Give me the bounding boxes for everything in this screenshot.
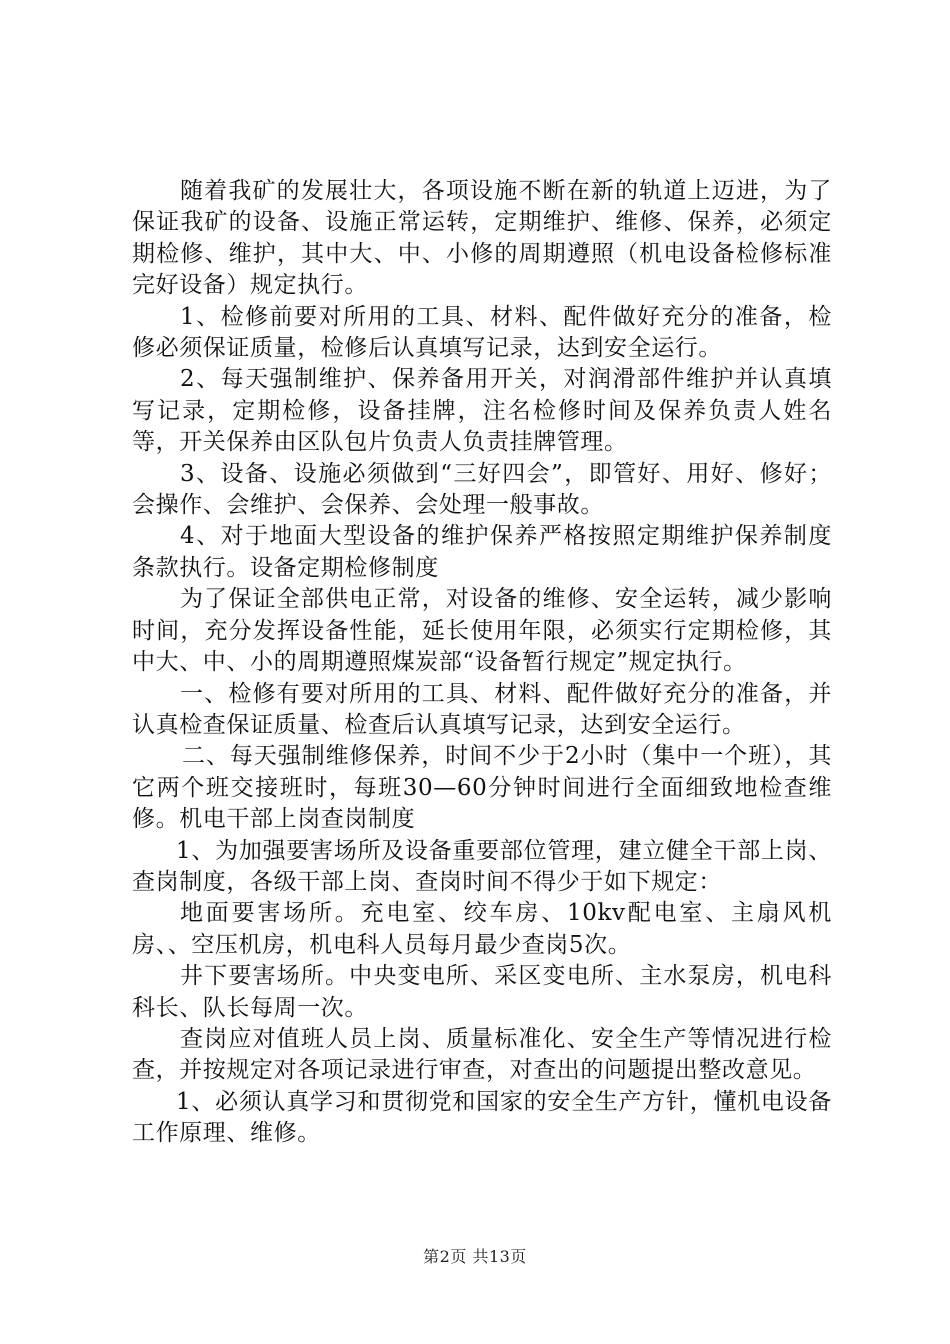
paragraph-item-2: 2、每天强制维护、保养备用开关，对润滑部件维护并认真填写记录，定期检修，设备挂牌，注名检修时间及保养负责人姓名等，开关保养由区队包片负责人负责挂牌管理。 (132, 366, 832, 456)
paragraph-ground-sites: 地面要害场所。充电室、绞车房、10kv配电室、主扇风机房、、空压机房，机电科人员每月最少查岗5次。 (132, 900, 832, 958)
paragraph-underground-sites: 井下要害场所。中央变电所、采区变电所、主水泵房，机电科科长、队长每周一次。 (132, 963, 832, 1021)
paragraph-duty-1: 1、必须认真学习和贯彻党和国家的安全生产方针，懂机电设备工作原理、维修。 (132, 1088, 832, 1147)
paragraph-item-4: 4、对于地面大型设备的维护保养严格按照定期维护保养制度条款执行。设备定期检修制度 (132, 523, 832, 581)
page-footer: 第2页 共13页 (423, 1247, 527, 1266)
paragraph-item-1: 1、检修前要对所用的工具、材料、配件做好充分的准备，检修必须保证质量，检修后认真填写记录，达到安全运行。 (132, 303, 832, 362)
paragraph-inspection-1: 1、为加强要害场所及设备重要部位管理，建立健全干部上岗、查岗制度，各级干部上岗、查岗时间不得少于如下规定： (132, 837, 832, 895)
paragraph-item-3: 3、设备、设施必须做到“三好四会”，即管好、用好、修好；会操作、会维护、会保养、会处理一般事故。 (132, 460, 832, 519)
document-body (132, 176, 832, 1150)
paragraph-intro: 随着我矿的发展壮大，各项设施不断在新的轨道上迈进，为了保证我矿的设备、设施正常运转，定期维护、维修、保养，必须定期检修、维护，其中大、中、小修的周期遵照（机电设备检修标准完好设备）规定执行。 (132, 178, 832, 299)
paragraph-maintenance-intro: 为了保证全部供电正常，对设备的维修、安全运转，减少影响时间，充分发挥设备性能，延长使用年限，必须实行定期检修，其中大、中、小的周期遵照煤炭部“设备暂行规定”规定执行。 (132, 586, 832, 676)
paragraph-maintenance-2: 二、每天强制维修保养，时间不少于2小时（集中一个班），其它两个班交接班时，每班30—60分钟时间进行全面细致地检查维修。机电干部上岗查岗制度 (132, 743, 832, 833)
paragraph-maintenance-1: 一、检修有要对所用的工具、材料、配件做好充分的准备，并认真检查保证质量、检查后认真填写记录，达到安全运行。 (132, 680, 832, 738)
paragraph-inspection-scope: 查岗应对值班人员上岗、质量标准化、安全生产等情况进行检查，并按规定对各项记录进行审查，对查出的问题提出整改意见。 (132, 1025, 832, 1084)
